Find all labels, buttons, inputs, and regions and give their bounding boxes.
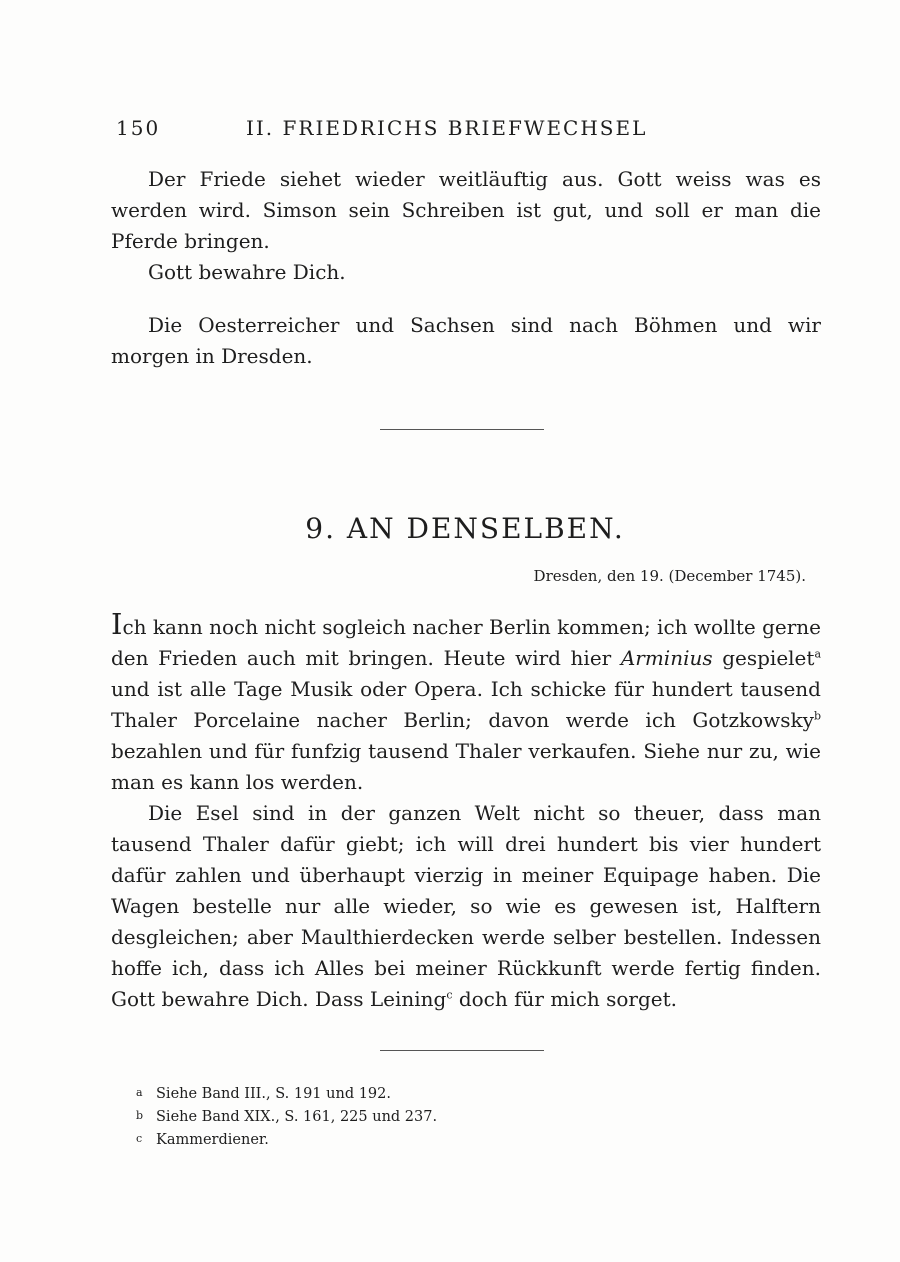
- text-run: doch für mich sorget.: [452, 987, 678, 1011]
- text-run: und ist alle Tage Musik oder Opera. Ich schicke für hundert tausend Thaler Porcelaine nacher Berlin; davon werde ich Gotzkowsky: [111, 677, 821, 732]
- letter-heading: 9. AN DENSELBEN.: [305, 512, 625, 545]
- closing-line: Gott bewahre Dich.: [148, 260, 346, 284]
- footnote-marker: a: [136, 1086, 143, 1099]
- footnote-b: [136, 1105, 437, 1128]
- footnote-ref-b[interactable]: b: [813, 709, 821, 723]
- footnote-text: Kammerdiener.: [156, 1132, 269, 1148]
- dateline: Dresden, den 19. (December 1745).: [533, 567, 806, 585]
- footnote-text: Siehe Band XIX., S. 161, 225 und 237.: [156, 1109, 438, 1125]
- running-head: [116, 116, 716, 150]
- paragraph: Die Oesterreicher und Sachsen sind nach Böhmen und wir morgen in Dresden.: [111, 313, 821, 368]
- section-divider: [380, 429, 544, 430]
- paragraph: [111, 609, 821, 798]
- running-title: II. FRIEDRICHS BRIEFWECHSEL: [246, 116, 648, 140]
- footnotes: [136, 1082, 437, 1151]
- italic-title: Arminius: [620, 646, 713, 670]
- letter-body: [111, 609, 821, 1015]
- drop-cap: I: [111, 607, 123, 641]
- text-run: Die Esel sind in der ganzen Welt nicht so theuer, dass man tausend Thaler dafür giebt; ich will drei hundert bis vier hundert dafür zahlen und überhaupt vierzig in meiner Equipage haben. Die Wagen bestelle nur alle wieder, so wie es gewesen ist, Halftern desgleichen; aber Maulthierdecken werde selber bestellen. Indessen hoffe ich, dass ich Alles bei meiner Rückkunft werde fertig finden. Gott bewahre Dich. Dass Leining: [111, 801, 821, 1011]
- footnote-text: Siehe Band III., S. 191 und 192.: [156, 1086, 391, 1102]
- footnote-marker: b: [136, 1109, 144, 1122]
- paragraph: [111, 798, 821, 1015]
- footnote-c: [136, 1128, 437, 1151]
- paragraph: Der Friede siehet wieder weitläuftig aus. Gott weiss was es werden wird. Simson sein Schreiben ist gut, und soll er man die Pferde bringen.: [111, 167, 821, 253]
- text-run: gespielet: [712, 646, 815, 670]
- footnote-a: [136, 1082, 437, 1105]
- footnote-divider: [380, 1050, 544, 1051]
- previous-letter-ending: [111, 164, 821, 372]
- footnote-ref-c[interactable]: c: [446, 988, 453, 1002]
- text-run: ch kann noch nicht sogleich nacher Berlin kommen; ich wollte gerne den Frieden auch mit bringen. Heute wird hier: [111, 615, 821, 670]
- footnote-marker: c: [136, 1132, 143, 1145]
- page-number: 150: [116, 116, 161, 140]
- footnote-ref-a[interactable]: a: [814, 647, 821, 661]
- text-run: bezahlen und für funfzig tausend Thaler verkaufen. Siehe nur zu, wie man es kann los werden.: [111, 739, 821, 794]
